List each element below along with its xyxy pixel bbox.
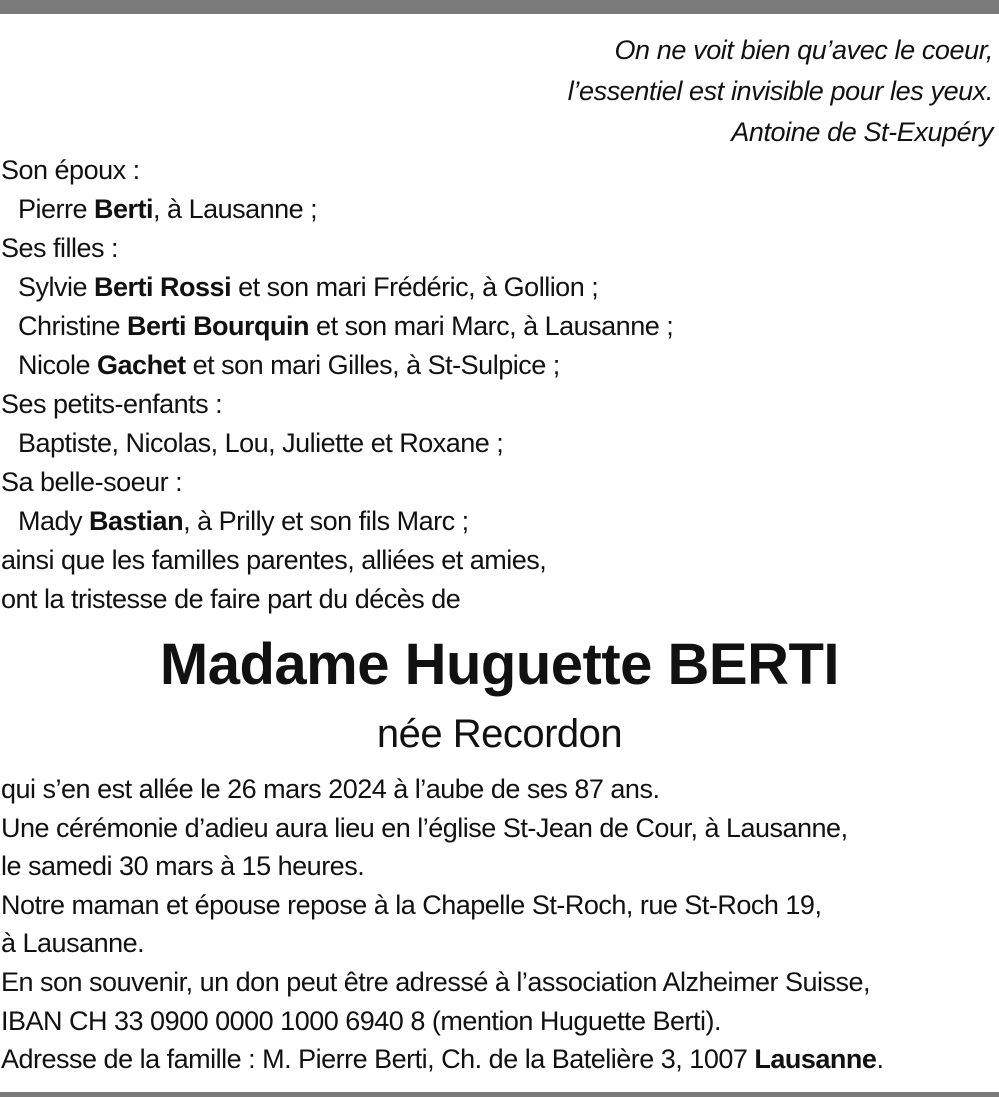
daughters-heading: Ses filles : [1, 233, 119, 263]
grandchildren-heading: Ses petits-enfants : [1, 389, 223, 419]
ceremony-details [1, 770, 883, 1079]
daughter-entry: Nicole Gachet et son mari Gilles, à St-Sulpice ; [18, 350, 560, 380]
daughter-surname: Gachet [97, 350, 186, 380]
closing-line-1: ainsi que les familles parentes, alliées et amies, [1, 545, 547, 575]
details-line-1: qui s’en est allée le 26 mars 2024 à l’aube de ses 87 ans. [1, 774, 660, 804]
closing-line-2: ont la tristesse de faire part du décès de [1, 584, 461, 614]
sister-in-law-heading: Sa belle-soeur : [1, 467, 183, 497]
address-city: Lausanne [754, 1044, 877, 1075]
daughter-entry: Sylvie Berti Rossi et son mari Frédéric, à Gollion ; [18, 272, 599, 302]
details-line-7: IBAN CH 33 0900 0000 1000 6940 8 (mention Huguette Berti). [1, 1005, 721, 1036]
bottom-rule [0, 1092, 999, 1097]
sister-in-law-surname: Bastian [89, 506, 184, 536]
sister-in-law-entry: Mady Bastian, à Prilly et son fils Marc ; [18, 506, 469, 536]
details-line-5: à Lausanne. [1, 928, 145, 959]
details-line-3: le samedi 30 mars à 15 heures. [1, 851, 365, 882]
family-list [1, 151, 673, 619]
spouse-surname: Berti [94, 194, 154, 224]
details-line-2: Une cérémonie d’adieu aura lieu en l’église St-Jean de Cour, à Lausanne, [1, 812, 848, 843]
details-line-4: Notre maman et épouse repose à la Chapelle St-Roch, rue St-Roch 19, [1, 889, 822, 920]
details-line-6: En son souvenir, un don peut être adressé à l’association Alzheimer Suisse, [1, 966, 871, 997]
quote-line-2: l’essentiel est invisible pour les yeux. [567, 76, 993, 106]
family-address: Adresse de la famille : M. Pierre Berti, Ch. de la Batelière 3, 1007 Lausanne. [1, 1044, 884, 1075]
deceased-name: Madame Huguette BERTI [159, 632, 840, 697]
spouse-heading: Son époux : [1, 155, 140, 185]
spouse-entry: Pierre Berti, à Lausanne ; [18, 194, 318, 224]
quote-line-1: On ne voit bien qu’avec le coeur, [614, 35, 993, 65]
daughter-entry: Christine Berti Bourquin et son mari Marc, à Lausanne ; [18, 311, 674, 341]
grandchildren-entry: Baptiste, Nicolas, Lou, Juliette et Roxane ; [18, 428, 504, 458]
daughter-surname: Berti Bourquin [127, 311, 310, 341]
quote-author: Antoine de St-Exupéry [731, 117, 993, 147]
top-rule [0, 0, 999, 14]
daughter-surname: Berti Rossi [94, 272, 232, 302]
epigraph-quote [568, 30, 993, 153]
maiden-name: née Recordon [376, 712, 623, 756]
